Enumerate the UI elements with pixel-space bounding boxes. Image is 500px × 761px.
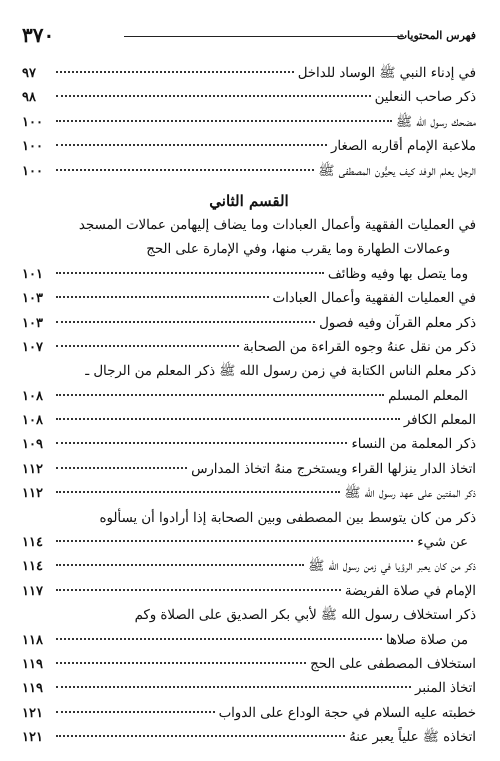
dot-leader bbox=[56, 735, 345, 737]
entry-text: ذكر معلم القرآن وفيه فصول bbox=[319, 315, 476, 331]
entry-text: ملاعبة الإمام أقاربه الصغار bbox=[330, 139, 476, 155]
page-number: ٣٧٠ bbox=[22, 23, 55, 47]
entry-text: ذكر صاحب النعلين bbox=[374, 90, 476, 106]
entry-text: المعلم المسلم bbox=[388, 388, 468, 404]
entry-text: ذكر من كان يعبر الرؤيا في زمن رسول الله ﷺ bbox=[308, 559, 476, 575]
entry-page: ١٠٠ bbox=[22, 163, 43, 179]
entry-page: ٩٨ bbox=[22, 90, 36, 106]
entry-text: مضحك رسول الله ﷺ bbox=[395, 114, 476, 130]
entry-page: ١١٨ bbox=[22, 632, 43, 648]
toc-entry bbox=[22, 287, 476, 311]
mediator-heading: ذكر من كان يتوسط بين المصطفى وبين الصحابة إذا أرادوا أن يسألوه bbox=[99, 510, 476, 526]
toc-entry bbox=[22, 653, 476, 677]
entry-text: عن شيء bbox=[417, 535, 468, 551]
toc-entry bbox=[22, 135, 476, 159]
entry-page: ١٠٩ bbox=[22, 437, 43, 453]
entry-text: اتخاذ الدار ينزلها القراء ويستخرج منهُ اتخاذ المدارس bbox=[191, 461, 476, 477]
entry-text: وما يتصل بها وفيه وظائف bbox=[327, 266, 468, 282]
toc-entry bbox=[22, 160, 476, 184]
entry-page: ١٠٠ bbox=[22, 139, 43, 155]
toc-entry bbox=[22, 482, 476, 506]
dot-leader bbox=[56, 589, 341, 591]
entry-page: ١٠٠ bbox=[22, 114, 43, 130]
dot-leader bbox=[56, 638, 382, 640]
entry-page: ١١٤ bbox=[22, 535, 43, 551]
dot-leader bbox=[56, 71, 294, 73]
toc-entry bbox=[22, 111, 476, 135]
toc-entry bbox=[22, 677, 476, 701]
dot-leader bbox=[56, 321, 315, 323]
toc-entry bbox=[22, 458, 476, 482]
header-rule bbox=[124, 36, 404, 37]
entry-page: ١١٢ bbox=[22, 486, 43, 502]
entry-page: ١٠٣ bbox=[22, 291, 43, 307]
entry-text: ذكر المفتين على عهد رسول الله ﷺ bbox=[344, 486, 476, 502]
entry-text: الرجل يعلم الوفد كيف يحيُّون المصطفى ﷺ bbox=[318, 163, 476, 179]
toc-entry bbox=[22, 409, 476, 433]
dot-leader bbox=[56, 564, 304, 566]
entry-text: اتخاذ المنبر bbox=[415, 681, 476, 697]
entry-page: ٩٧ bbox=[22, 66, 36, 81]
entry-text: من صلاة صلاها bbox=[385, 632, 468, 648]
entry-page: ١٠٨ bbox=[22, 413, 43, 429]
intro-line: في العمليات الفقهية وأعمال العبادات وما يضاف إليهامن عمالات المسجد bbox=[78, 217, 476, 233]
dot-leader bbox=[56, 296, 269, 298]
toc-entry bbox=[22, 580, 476, 604]
section-title: القسم الثاني bbox=[209, 191, 289, 210]
entry-page: ١٢١ bbox=[22, 705, 43, 721]
entry-text: في العمليات الفقهية وأعمال العبادات bbox=[272, 291, 476, 307]
entry-page: ١٢١ bbox=[22, 730, 43, 746]
entry-text: المعلم الكافر bbox=[403, 413, 476, 429]
page-header bbox=[22, 22, 476, 48]
entry-page: ١٠٣ bbox=[22, 315, 43, 331]
toc-entry bbox=[22, 263, 476, 287]
entry-page: ١١٩ bbox=[22, 656, 43, 672]
dot-leader bbox=[56, 120, 392, 122]
dot-leader bbox=[56, 711, 215, 713]
dot-leader bbox=[56, 442, 347, 444]
dot-leader bbox=[56, 662, 306, 664]
toc-entry bbox=[22, 629, 476, 653]
toc-entry bbox=[22, 312, 476, 336]
toc-entry bbox=[22, 385, 476, 409]
dot-leader bbox=[56, 394, 384, 396]
entry-text: اتخاذه ﷺ علياً يعبر عنهُ bbox=[349, 730, 476, 746]
toc-entry bbox=[22, 531, 476, 555]
dot-leader bbox=[56, 467, 187, 469]
entry-page: ١١٢ bbox=[22, 461, 43, 477]
entry-page: ١٠١ bbox=[22, 266, 43, 282]
dot-leader bbox=[56, 418, 400, 420]
teacher-heading: ذكر معلم الناس الكتابة في زمن رسول الله ﷺ ذكر المعلم من الرجال ـ bbox=[85, 364, 476, 380]
dot-leader bbox=[56, 144, 327, 146]
entry-page: ١٠٧ bbox=[22, 339, 43, 355]
toc-entry bbox=[22, 726, 476, 750]
toc-entry bbox=[22, 433, 476, 457]
running-title: فهرس المحتويات bbox=[396, 28, 476, 42]
entry-page: ١١٤ bbox=[22, 559, 43, 575]
toc-entry bbox=[22, 62, 476, 86]
entry-page: ١١٧ bbox=[22, 583, 43, 599]
toc-entry bbox=[22, 86, 476, 110]
dot-leader bbox=[56, 491, 340, 493]
entry-page: ١١٩ bbox=[22, 681, 43, 697]
toc-entry bbox=[22, 336, 476, 360]
dot-leader bbox=[56, 345, 239, 347]
entry-text: خطبته عليه السلام في حجة الوداع على الدواب bbox=[218, 705, 476, 721]
entry-page: ١٠٨ bbox=[22, 388, 43, 404]
dot-leader bbox=[56, 686, 411, 688]
table-of-contents bbox=[22, 62, 476, 751]
entry-text: في إدناء النبي ﷺ الوساد للداخل bbox=[297, 66, 476, 81]
dot-leader bbox=[56, 540, 413, 542]
toc-entry bbox=[22, 702, 476, 726]
toc-entry bbox=[22, 555, 476, 579]
dot-leader bbox=[56, 169, 314, 171]
succession-heading: ذكر استخلاف رسول الله ﷺ لأبي بكر الصديق على الصلاة وكم bbox=[134, 608, 476, 624]
entry-text: ذكر من نقل عنهُ وجوه القراءة من الصحابة bbox=[242, 339, 476, 355]
entry-text: ذكر المعلمة من النساء bbox=[351, 437, 476, 453]
entry-text: استخلاف المصطفى على الحج bbox=[310, 656, 476, 672]
intro-line: وعمالات الطهارة وما يقرب منها، وفي الإمارة على الحج bbox=[146, 242, 450, 258]
dot-leader bbox=[56, 95, 371, 97]
dot-leader bbox=[56, 272, 324, 274]
entry-text: الإمام في صلاة الفريضة bbox=[344, 583, 476, 599]
